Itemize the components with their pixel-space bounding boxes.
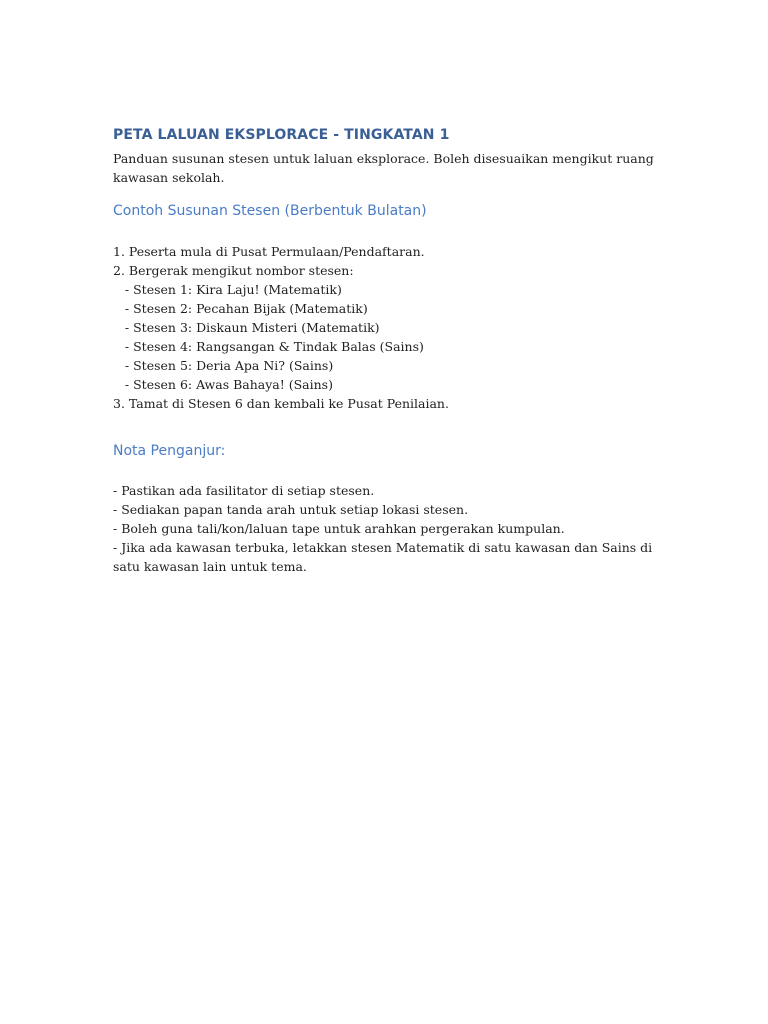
notes-list-item: - Sediakan papan tanda arah untuk setiap lokasi stesen.: [113, 502, 469, 517]
stations-list: [113, 242, 658, 413]
stations-list-item: - Stesen 5: Deria Apa Ni? (Sains): [113, 358, 334, 373]
stations-list-item: - Stesen 4: Rangsangan & Tindak Balas (Sains): [113, 339, 424, 354]
stations-list-item: - Stesen 3: Diskaun Misteri (Matematik): [113, 320, 380, 335]
stations-list-item: 3. Tamat di Stesen 6 dan kembali ke Pusat Penilaian.: [113, 396, 449, 411]
notes-section-heading: Nota Penganjur:: [113, 443, 226, 459]
notes-list-item: - Pastikan ada fasilitator di setiap stesen.: [113, 483, 375, 498]
notes-list-item: - Jika ada kawasan terbuka, letakkan stesen Matematik di satu kawasan dan Sains di satu kawasan lain untuk tema.: [113, 540, 657, 574]
document-body: [113, 125, 658, 576]
stations-list-item: 1. Peserta mula di Pusat Permulaan/Pendaftaran.: [113, 244, 425, 259]
stations-list-item: - Stesen 6: Awas Bahaya! (Sains): [113, 377, 333, 392]
stations-section-heading: Contoh Susunan Stesen (Berbentuk Bulatan): [113, 203, 427, 219]
stations-list-item: 2. Bergerak mengikut nombor stesen:: [113, 263, 354, 278]
intro-paragraph: Panduan susunan stesen untuk laluan eksplorace. Boleh disesuaikan mengikut ruang kawasan sekolah.: [113, 151, 654, 185]
stations-list-item: - Stesen 2: Pecahan Bijak (Matematik): [113, 301, 368, 316]
stations-list-item: - Stesen 1: Kira Laju! (Matematik): [113, 282, 342, 297]
notes-list-item: - Boleh guna tali/kon/laluan tape untuk arahkan pergerakan kumpulan.: [113, 521, 565, 536]
document-title: PETA LALUAN EKSPLORACE - TINGKATAN 1: [113, 127, 450, 143]
notes-list: [113, 481, 658, 576]
